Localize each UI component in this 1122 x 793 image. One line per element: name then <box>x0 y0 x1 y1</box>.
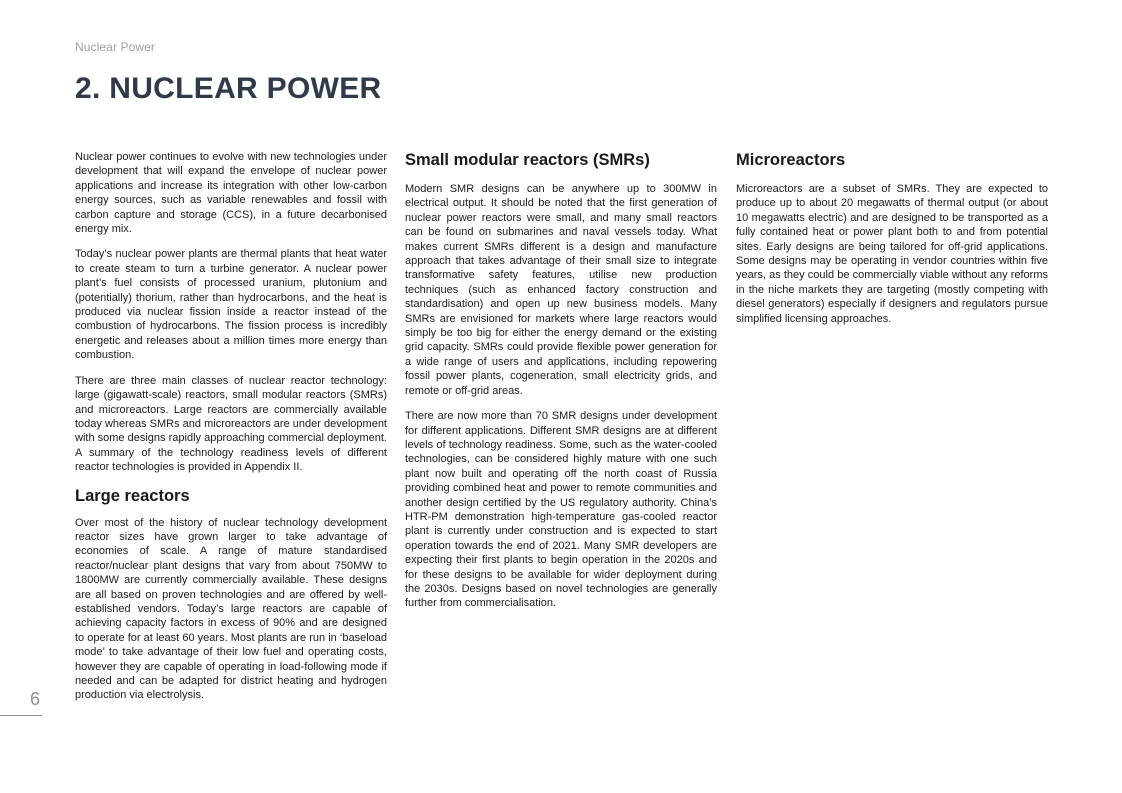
smr-heading: Small modular reactors (SMRs) <box>405 151 650 169</box>
thermal-plants-paragraph: Today’s nuclear power plants are thermal plants that heat water to create steam to turn a turbine generator. A nuclear power plant’s fuel consists of processed uranium, plutonium and (potentially) thorium, rather than hydrocarbons, and the heat is produced via nuclear fission inside a reactor instead of the combustion of hydrocarbons. The fission process is incredibly energetic and releases about a million times more energy than combustion. <box>75 248 387 362</box>
middle-column <box>405 150 717 622</box>
left-column <box>75 150 387 714</box>
microreactors-paragraph: Microreactors are a subset of SMRs. They are expected to produce up to about 20 megawatts of thermal output (or about 10 megawatts electric) and are designed to be transported as a fully contained heat or power plant both to and from potential sites. Early designs are being tailored for off-grid applications. Some designs may be operating in vendor countries within five years, as they could be commercially viable without any reforms in the niche markets they are targeting (mostly competing with diesel generators) especially if designers and regulators pursue simplified licensing approaches. <box>736 183 1048 325</box>
chapter-title: 2. NUCLEAR POWER <box>75 72 382 105</box>
running-header: Nuclear Power <box>75 40 155 54</box>
right-column <box>736 150 1048 337</box>
page-number-rule <box>0 715 42 716</box>
intro-paragraph: Nuclear power continues to evolve with new technologies under development that will expand the envelope of nuclear power applications and increase its integration with other low-carbon energy sources, such as variable renewables and fossil with carbon capture and storage (CCS), in a future decarbonised energy mix. <box>75 151 387 236</box>
smr-paragraph-2: There are now more than 70 SMR designs under development for different applications. Different SMR designs are at different levels of technology readiness. Some, such as the water-cooled technologies, can be considered highly mature with one such plant now built and operating off the north coast of Russia providing combined heat and power to remote communities and another design certified by the US regulatory authority. China’s HTR-PM demonstration high-temperature gas-cooled reactor plant is currently under construction and is expected to start operation towards the end of 2021. Many SMR developers are expecting their first plants to begin operation in the 2020s and for these designs to be available for wider deployment during the 2030s. Designs based on novel technologies are generally further from commercialisation. <box>405 410 717 610</box>
large-reactors-heading: Large reactors <box>75 486 190 505</box>
microreactors-heading: Microreactors <box>736 151 846 169</box>
reactor-classes-paragraph: There are three main classes of nuclear reactor technology: large (gigawatt-scale) reactors, small modular reactors (SMRs) and microreactors. Large reactors are commercially available today whereas SMRs and microreactors are under development with some designs rapidly approaching commercial deployment. A summary of the technology readiness levels of different reactor technologies is provided in Appendix II. <box>75 374 387 474</box>
smr-paragraph-1: Modern SMR designs can be anywhere up to 300MW in electrical output. It should be noted that the first generation of nuclear power reactors were small, and many small reactors can be found on submarines and naval vessels today. What makes current SMRs different is a design and manufacture approach that takes advantage of their small size to integrate transformative safety features, utilise new production techniques (such as enhanced factory construction and standardisation) and open up new business models. Many SMRs are envisioned for markets where large reactors would simply be too big for either the energy demand or the existing grid capacity. SMRs could provide flexible power generation for a wide range of users and applications, including repowering fossil power plants, cogeneration, small electricity grids, and remote or off-grid areas. <box>405 183 717 397</box>
large-reactors-paragraph: Over most of the history of nuclear technology development reactor sizes have grown larger to take advantage of economies of scale. A range of mature standardised reactor/nuclear plant designs that vary from about 750MW to 1800MW are currently commercially available. These designs are all based on proven technologies and are offered by well-established vendors. Today’s large reactors are capable of achieving capacity factors in excess of 90% and are designed to operate for at least 60 years. Most plants are run in ‘baseload mode’ to take advantage of their low fuel and operating costs, however they are capable of operating in load-following mode if needed and can be adapted for district heating and hydrogen production via electrolysis. <box>75 516 387 702</box>
page-number: 6 <box>30 689 41 709</box>
